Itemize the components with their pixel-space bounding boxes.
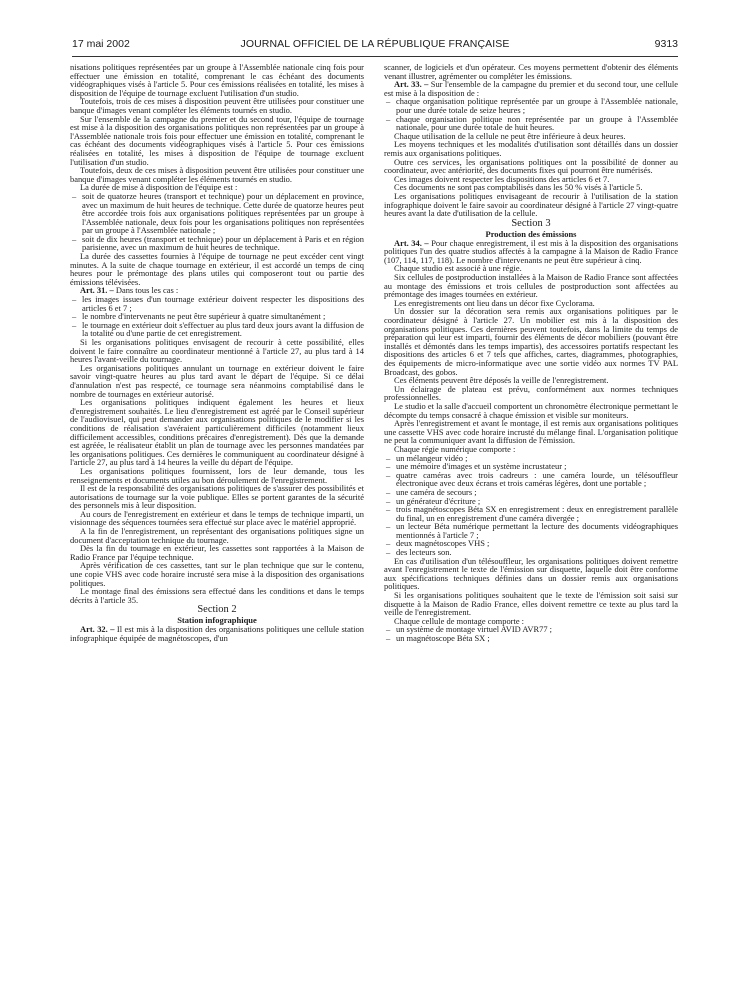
list-item: – un magnétoscope Béta SX ; [384,634,678,643]
paragraph: Les organisations politiques fournissent, lors de leur demande, tous les renseignements et documents utiles au bon déroulement de l'enregistrement. [70,465,364,485]
article-label: Art. 33. – [394,79,429,90]
list-item: – trois magnétoscopes Béta SX en enregistrement : deux en enregistrement parallèle du final, un en enregistrement d'une caméra divergée ; [384,505,678,522]
list-item: – une mémoire d'images et un système incrustateur ; [384,462,678,471]
article-label: Art. 31. – [80,285,114,296]
right-column [384,63,678,643]
list-item: – une caméra de secours ; [384,488,678,497]
conditions-list [70,295,364,338]
article-text: Pour chaque enregistrement, il est mis à la disposition des organisations politiques l'un des quatre studios affectés à la campagne à la Maison de Radio France (107, 114, 117, 118). Le nombre d'intervenants ne peut être supérieur à cinq. [384,237,678,265]
paragraph: Un dossier sur la décoration sera remis aux organisations politiques par le coordinateur désigné à l'article 27. Un mobilier est mis à la disposition des organisations politiques. Ces dernières peuvent toutefois, dans la limite du temps de préparation qui leur est imparti, fournir des éléments de décor mobiliers (pouvant être installés et démontés dans les temps impartis), des accessoires portatifs respectant les dispositions des articles 6 et 7 tels que affiches, cartes, diagrammes, photographies, des équipements de micro-informatique avec une sortie vidéo aux normes TV PAL Broadcast, des gobos. [384,306,678,377]
list-item: – le tournage en extérieur doit s'effectuer au plus tard deux jours avant la diffusion de la totalité ou d'une partie de cet enregistrement. [70,321,364,338]
paragraph: Les enregistrements ont lieu dans un décor fixe Cyclorama. [394,297,595,308]
paragraph: Les organisations politiques annulant un tournage en extérieur doivent le faire savoir vingt-quatre heures au plus tard avant le départ de l'équipe. Si ce délai d'annulation n'est pas respecté, ce tournage sera néanmoins comptabilisé dans le nombre de tournages en extérieur autorisé. [70,362,364,399]
paragraph: Chaque régie numérique comporte : [394,443,516,454]
paragraph: Les organisations politiques indiquent également les heures et lieux d'enregistrement souhaités. Le lieu d'enregistrement est agréé par le Conseil supérieur de l'audiovisuel, qui peut demander aux organisations politiques de le modifier si les conditions de réalisation s'avéraient particulièrement difficiles (notamment lieux difficilement accessibles, conditions précaires d'enregistrement). Dès que la demande est agréée, le réalisateur établit un plan de tournage avec les personnes mandatées par les organisations politiques. Ces dernières le communiquent au coordinateur désigné à l'article 27, au plus tard à 14 heures la veille du départ de l'équipe. [70,397,364,468]
header-rule [72,56,678,57]
paragraph: La durée des cassettes fournies à l'équipe de tournage ne peut excéder cent vingt minutes. A la suite de chaque tournage en extérieur, il est accordé un temps de cinq heures pour le prémontage des plans utiles qui composeront tout ou partie des émissions télévisées. [70,251,364,287]
article-32 [70,625,364,642]
article-text: Dans tous les cas : [113,285,179,296]
paragraph: Chaque utilisation de la cellule ne peut être inférieure à deux heures. [394,130,626,141]
paragraph: Un éclairage de plateau est prévu, conformément aux normes techniques professionnelles. [384,383,678,403]
paragraph: Chaque cellule de montage comporte : [394,615,525,626]
header-title: JOURNAL OFFICIEL DE LA RÉPUBLIQUE FRANÇAISE [240,38,510,50]
paragraph: Si les organisations politiques envisagent de recourir à cette possibilité, elles doivent le faire connaître au coordinateur mentionné à l'article 27, au plus tard à 14 heures l'avant-veille du tournage. [70,337,364,365]
editing-cell-list [384,625,678,642]
list-item: – le nombre d'intervenants ne peut être supérieur à quatre simultanément ; [70,312,364,321]
paragraph: Le montage final des émissions sera effectué dans les conditions et dans le temps décrits à l'article 35. [70,586,364,605]
paragraph: Ces documents ne sont pas comptabilisés dans les 50 % visés à l'article 5. [394,182,643,193]
paragraph: Si les organisations politiques souhaitent que le texte de l'émission soit saisi sur disquette à la Maison de Radio France, elles doivent remettre ce texte au plus tard la veille de l'enregistrement. [384,590,678,618]
article-34 [384,239,678,265]
paragraph: Les moyens techniques et les modalités d'utilisation sont détaillés dans un dossier remis aux organisations politiques. [384,139,678,158]
paragraph: Dès la fin du tournage en extérieur, les cassettes sont rapportées à la Maison de Radio France par l'équipe technique. [70,543,364,562]
article-label: Art. 34. – [394,237,429,248]
section-subheading: Station infographique [177,615,257,626]
list-item: – des lecteurs son. [384,548,678,557]
paragraph: Outre ces services, les organisations politiques ont la possibilité de donner au coordinateur, avec antériorité, des documents fixes qui pourront être numérisés. [384,156,678,176]
list-item: – chaque organisation politique non représentée par un groupe à l'Assemblée nationale, pour une durée totale de huit heures. [384,115,678,132]
list-item: – un mélangeur vidéo ; [384,454,678,463]
article-33 [384,80,678,97]
list-item: – soit de quatorze heures (transport et technique) pour un déplacement en province, avec un maximum de huit heures de technique. Cette durée de quatorze heures peut être accordée trois fois aux organisations politiques représentées par un groupe à l'Assemblée nationale, deux fois pour les organisations politiques non représentées par un groupe à l'Assemblée nationale ; [70,192,364,235]
page-header [72,38,678,52]
section-subheading: Production des émissions [485,228,577,239]
paragraph: nisations politiques représentées par un groupe à l'Assemblée nationale cinq fois pour effectuer une émission en totalité, comprenant le cas échéant des documents vidéographiques visés à l'article 5. Pour ces émissions réalisées en totalité, les mises à disposition de l'équipe de tournage excluent l'utilisation d'un studio. [70,62,364,98]
paragraph: Ces images doivent respecter les dispositions des articles 6 et 7. [394,173,610,184]
list-item: – un système de montage virtuel AVID AVR77 ; [384,625,678,634]
list-item: – un lecteur Béta numérique permettant la lecture des documents vidéographiques mentionnés à l'article 7 ; [384,522,678,539]
list-item: – deux magnétoscopes VHS ; [384,539,678,548]
paragraph: Au cours de l'enregistrement en extérieur et dans le temps de technique imparti, un visionnage des séquences tournées sera effectué sur place avec le matériel approprié. [70,508,364,528]
article-label: Art. 32. – [80,624,115,635]
section-heading: Section 2 [197,604,237,616]
left-column [70,63,364,643]
paragraph: Chaque studio est associé à une régie. [394,263,522,274]
paragraph: Le studio et la salle d'accueil comportent un chronomètre électronique permettant le décompte du temps consacré à chaque émission et visible sur moniteurs. [384,400,678,420]
paragraph: Sur l'ensemble de la campagne du premier et du second tour, l'équipe de tournage est mise à la disposition des organisations politiques non représentées par un groupe à l'Assemblée nationale trois fois pour effectuer une émission en totalité, comprenant le cas échéant des documents vidéographiques visés à l'article 5. Pour ces émissions réalisées en totalité, les mises à disposition de l'équipe de tournage excluent l'utilisation d'un studio. [70,113,364,167]
header-date: 17 mai 2002 [72,38,130,50]
list-item: – chaque organisation politique représentée par un groupe à l'Assemblée nationale, pour une durée totale de seize heures ; [384,97,678,114]
article-text: Sur l'ensemble de la campagne du premier et du second tour, une cellule est mise à la disposition de : [384,79,678,98]
paragraph: Toutefois, deux de ces mises à disposition peuvent être utilisées pour constituer une banque d'images venant compléter les éléments tournés en studio. [70,165,364,184]
paragraph: Ces éléments peuvent être déposés la veille de l'enregistrement. [394,375,609,386]
paragraph: La durée de mise à disposition de l'équipe est : [80,182,238,193]
control-room-equipment-list [384,454,678,557]
paragraph: Toutefois, trois de ces mises à disposition peuvent être utilisées pour constituer une banque d'images venant compléter les éléments tournés en studio. [70,96,364,115]
section-heading: Section 3 [511,217,551,229]
list-item: – un générateur d'écriture ; [384,497,678,506]
duration-list [70,192,364,252]
article-text: Il est mis à la disposition des organisations politiques une cellule station infographique équipée de magnétoscopes, d'un [70,624,364,643]
paragraph: Les organisations politiques envisageant de recourir à l'utilisation de la station infographique doivent le faire savoir au coordinateur désigné à l'article 27 vingt-quatre heures avant la date d'utilisation de la cellule. [384,190,678,219]
paragraph: En cas d'utilisation d'un télésouffleur, les organisations politiques doivent remettre avant l'enregistrement le texte de l'émission sur disquette, laquelle doit être conforme aux spécifications techniques définies dans un dossier remis aux organisations politiques. [384,555,678,592]
paragraph: scanner, de logiciels et d'un opérateur. Ces moyens permettent d'obtenir des éléments venant illustrer, agrémenter ou compléter les émissions. [384,62,678,81]
paragraph: Il est de la responsabilité des organisations politiques de s'assurer des possibilités et autorisations de tournage sur la voie publique. Elles se portent garantes de la sécurité des personnels mis à leur disposition. [70,483,364,511]
list-item: – soit de dix heures (transport et technique) pour un déplacement à Paris et en région parisienne, avec un maximum de huit heures de technique. [70,235,364,252]
paragraph: Après vérification de ces cassettes, tant sur le plan technique que sur le contenu, une copie VHS avec code horaire incrusté sera mise à la disposition des organisations politiques. [70,560,364,588]
paragraph: Six cellules de postproduction installées à la Maison de Radio France sont affectées au montage des émissions et trois cellules de postproduction sont affectées au prémontage des images tournées en extérieur. [384,272,678,300]
header-page-number: 9313 [654,38,678,50]
cell-allocation-list [384,97,678,131]
list-item: – quatre caméras avec trois cadreurs : une caméra lourde, un télésouffleur électronique avec deux écrans et trois caméras légères, dont une portable ; [384,471,678,488]
paragraph: Après l'enregistrement et avant le montage, il est remis aux organisations politiques une cassette VHS avec code horaire incrusté du mélange final. L'organisation politique ne peut la communiquer avant la diffusion de l'émission. [384,418,678,446]
paragraph: A la fin de l'enregistrement, un représentant des organisations politiques signe un document d'acceptation technique du tournage. [70,526,364,545]
list-item: – les images issues d'un tournage extérieur doivent respecter les dispositions des articles 6 et 7 ; [70,295,364,312]
